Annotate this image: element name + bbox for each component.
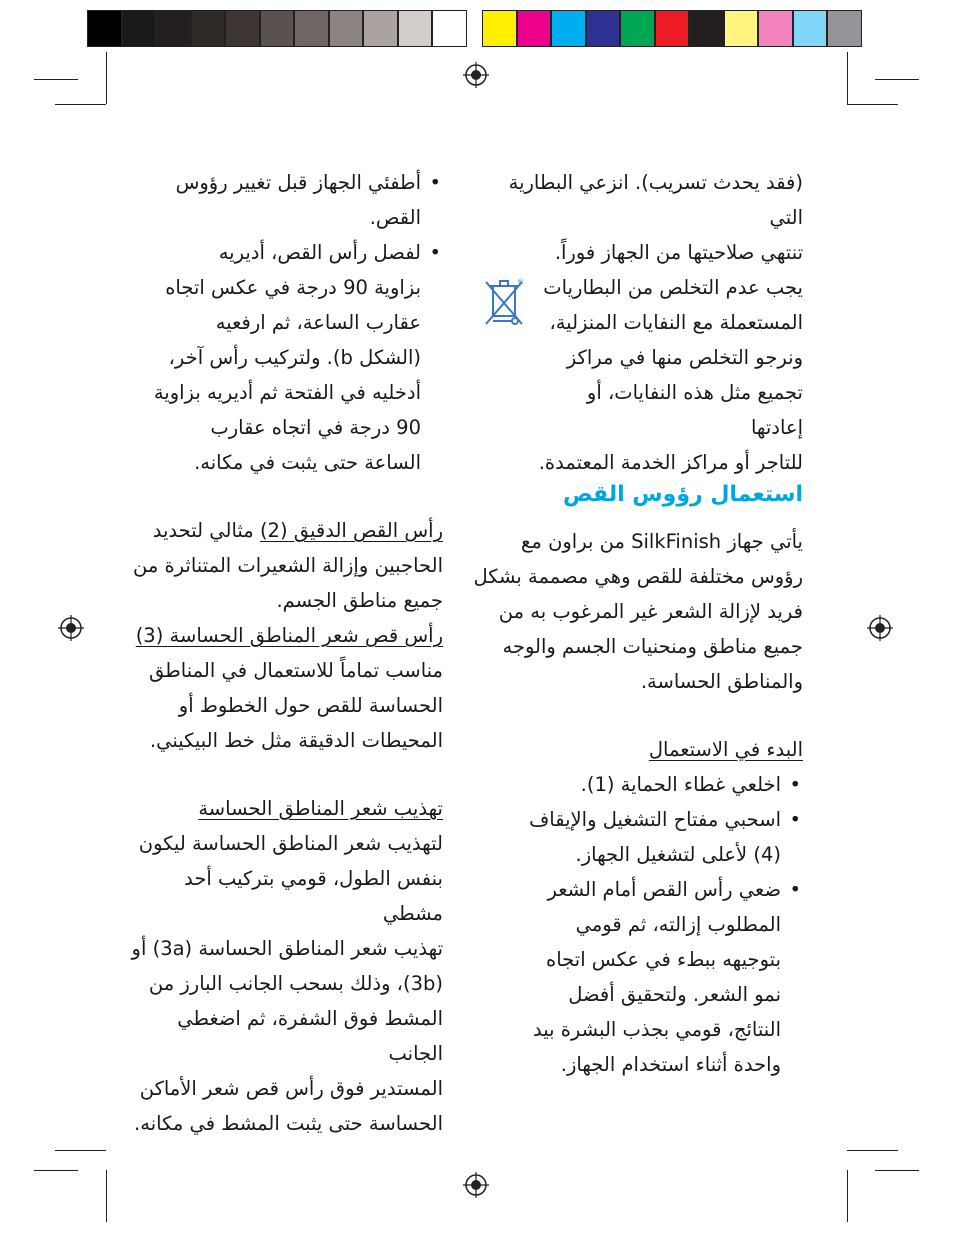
text-line: الساعة حتى يثبت في مكانه. — [194, 451, 421, 474]
registration-mark-icon — [867, 615, 893, 641]
text-line: المطلوب إزالته، ثم قومي — [575, 913, 781, 936]
color-swatch — [225, 10, 260, 47]
color-swatch — [827, 10, 862, 47]
crop-mark — [847, 1150, 898, 1151]
color-swatch — [329, 10, 364, 47]
text-line: تجميع مثل هذه النفايات، أو إعادتها — [586, 381, 803, 439]
text-line: مثالي لتحديد — [152, 519, 260, 542]
text-line: مناسب تماماً للاستعمال في المناطق — [149, 659, 443, 682]
registration-mark-icon — [58, 615, 84, 641]
color-swatch — [517, 10, 552, 47]
text-line: اخلعي غطاء الحماية (1). — [580, 773, 781, 796]
bullet-item — [130, 235, 443, 480]
registration-mark-icon — [463, 62, 489, 88]
color-swatch — [87, 10, 122, 47]
text-line: عقارب الساعة، ثم ارفعيه — [215, 311, 421, 334]
color-swatch — [363, 10, 398, 47]
text-line: (الشكل b). ولتركيب رأس آخر، — [168, 346, 421, 369]
getting-started-heading: البدء في الاستعمال — [648, 738, 803, 761]
bikini-trimming-heading: تهذيب شعر المناطق الحساسة — [198, 797, 443, 820]
text-line: الحاجبين وإزالة الشعيرات المتناثرة من — [132, 554, 443, 577]
color-swatch — [655, 10, 690, 47]
silkfinish-intro-paragraph — [470, 524, 803, 699]
color-bar-grayscale — [87, 10, 467, 47]
crop-mark — [55, 1150, 106, 1151]
bikini-trimming-paragraph — [130, 791, 443, 1141]
color-swatch — [260, 10, 295, 47]
text-line: رؤوس مختلفة للقص وهي مصممة بشكل — [473, 565, 803, 588]
text-line: واحدة أثناء استخدام الجهاز. — [560, 1053, 781, 1076]
text-line: جميع مناطق ومنحنيات الجسم والوجه — [502, 635, 803, 658]
text-line: فريد لإزالة الشعر غير المرغوب به من — [498, 600, 803, 623]
text-line: تهذيب شعر المناطق الحساسة (3a) أو — [131, 937, 443, 960]
text-line: اسحبي مفتاح التشغيل والإيقاف — [529, 808, 781, 831]
text-line: لفصل رأس القص، أديريه — [218, 241, 421, 264]
text-line: أدخليه في الفتحة ثم أديريه بزاوية — [153, 381, 421, 404]
text-line: 90 درجة في اتجاه عقارب — [210, 416, 421, 439]
text-line: بزاوية 90 درجة في عكس اتجاه — [165, 276, 421, 299]
text-line: المشط فوق الشفرة، ثم اضغطي الجانب — [177, 1007, 443, 1065]
color-bar-process — [482, 10, 862, 47]
bikini-head-title: رأس قص شعر المناطق الحساسة (3) — [135, 624, 443, 647]
registration-mark-icon — [463, 1172, 489, 1198]
crop-mark — [106, 1170, 107, 1222]
text-line: المستعملة مع النفايات المنزلية، — [549, 311, 803, 334]
text-line: النتائج، قومي بجذب البشرة بيد — [532, 1018, 781, 1041]
text-line: والمناطق الحساسة. — [640, 670, 803, 693]
color-swatch — [724, 10, 759, 47]
svg-text:®: ® — [517, 278, 524, 286]
text-line: المستدير فوق رأس قص شعر الأماكن — [139, 1077, 443, 1100]
text-line: للتاجر أو مراكز الخدمة المعتمدة. — [538, 451, 803, 474]
color-swatch — [689, 10, 724, 47]
text-line: جميع مناطق الجسم. — [276, 589, 443, 612]
crop-mark — [55, 104, 106, 105]
color-swatch — [758, 10, 793, 47]
precision-head-title: رأس القص الدقيق (2) — [259, 519, 443, 542]
crossed-out-bin-icon — [483, 276, 527, 330]
crop-mark — [106, 52, 107, 104]
text-line: أطفئي الجهاز قبل تغيير رؤوس — [175, 171, 421, 194]
crop-mark — [34, 1170, 78, 1171]
battery-disposal-paragraph — [530, 270, 803, 480]
text-line: (3b)، وذلك بسحب الجانب البارز من — [148, 972, 443, 995]
text-line: يأتي جهاز SilkFinish من براون مع — [521, 530, 803, 553]
color-swatch — [122, 10, 157, 47]
text-line: المحيطات الدقيقة مثل خط البيكيني. — [149, 729, 443, 752]
crop-mark — [847, 52, 848, 104]
text-line: (4) لأعلى لتشغيل الجهاز. — [575, 843, 781, 866]
text-line: الحساسة حتى يثبت المشط في مكانه. — [134, 1112, 443, 1135]
text-line: ونرجو التخلص منها في مراكز — [566, 346, 803, 369]
bullet-item — [130, 165, 443, 235]
color-swatch — [620, 10, 655, 47]
color-swatch — [398, 10, 433, 47]
text-line: القص. — [369, 206, 421, 229]
text-line: يجب عدم التخلص من البطاريات — [543, 276, 803, 299]
crop-mark — [875, 1170, 919, 1171]
left-column — [130, 165, 443, 1141]
text-line: الحساسة للقص حول الخطوط أو — [178, 694, 443, 717]
text-line: بتوجيهه ببطء في عكس اتجاه — [546, 948, 781, 971]
color-swatch — [551, 10, 586, 47]
precision-head-paragraph — [130, 513, 443, 618]
bullet-item — [470, 802, 803, 872]
text-line: بنفس الطول، قومي بتركيب أحد مشطي — [184, 867, 443, 925]
color-swatch — [191, 10, 226, 47]
bullet-item — [470, 872, 803, 1082]
section-heading: استعمال رؤوس القص — [562, 482, 803, 507]
bikini-head-paragraph — [130, 618, 443, 758]
right-column — [470, 165, 803, 270]
color-swatch — [586, 10, 621, 47]
color-swatch — [156, 10, 191, 47]
bullet-item — [470, 767, 803, 802]
text-line: نمو الشعر. ولتحقيق أفضل — [568, 983, 781, 1006]
text-line: تنتهي صلاحيتها من الجهاز فوراً. — [554, 241, 803, 264]
right-column-lower — [470, 478, 803, 1082]
crop-mark — [847, 1170, 848, 1222]
crop-mark — [34, 79, 78, 80]
battery-leak-paragraph — [470, 165, 803, 270]
text-line: ضعي رأس القص أمام الشعر — [547, 878, 781, 901]
text-line: لتهذيب شعر المناطق الحساسة ليكون — [138, 832, 443, 855]
crop-mark — [875, 79, 919, 80]
text-line: (فقد يحدث تسريب). انزعي البطارية التي — [508, 171, 803, 229]
color-swatch — [294, 10, 329, 47]
color-swatch — [482, 10, 517, 47]
crop-mark — [847, 104, 898, 105]
color-swatch — [432, 10, 467, 47]
color-swatch — [793, 10, 828, 47]
